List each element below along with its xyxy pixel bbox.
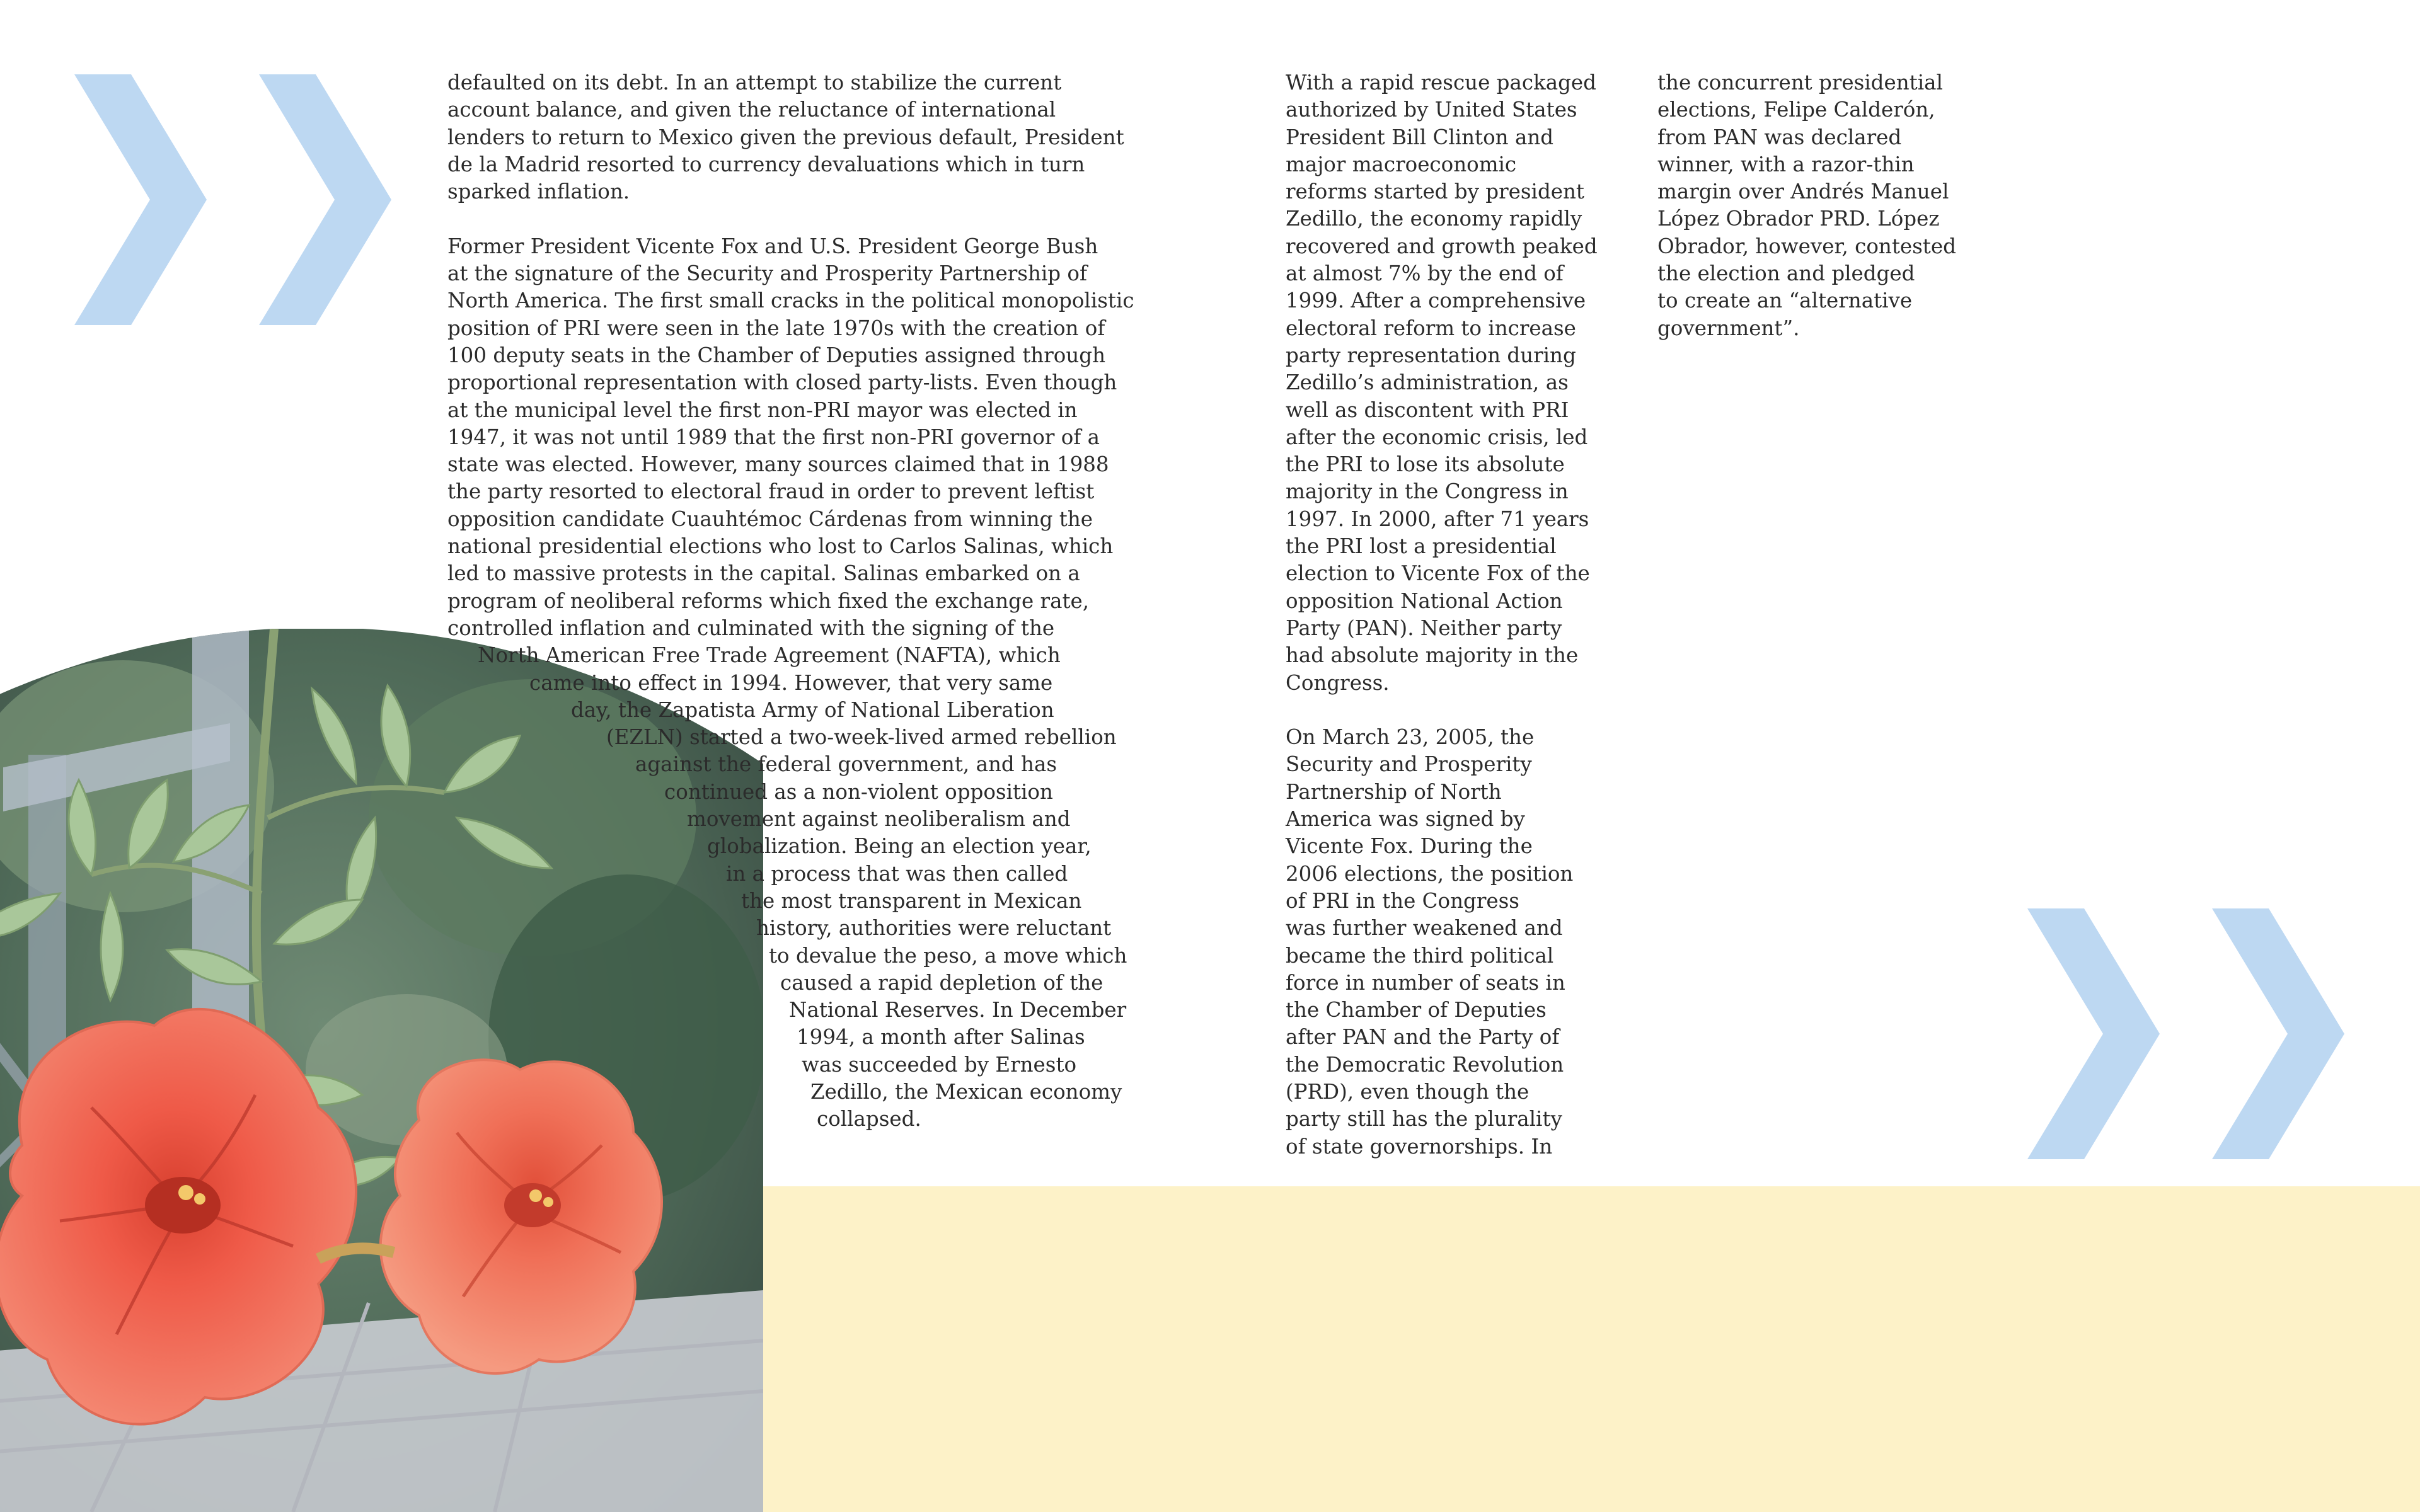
text-line: government”. — [1657, 316, 1800, 340]
text-line: 100 deputy seats in the Chamber of Deputies assigned through — [447, 343, 1105, 367]
text-line: collapsed. — [817, 1107, 921, 1131]
text-line: at the municipal level the first non-PRI mayor was elected in — [447, 398, 1078, 422]
text-line: party representation during — [1286, 343, 1576, 367]
text-line: 1947, it was not until 1989 that the first non-PRI governor of a — [447, 425, 1100, 449]
text-line: had absolute majority in the — [1286, 643, 1579, 668]
text-line: Party (PAN). Neither party — [1286, 616, 1562, 640]
text-line: defaulted on its debt. In an attempt to stabilize the current — [447, 71, 1062, 94]
text-line: was succeeded by Ernesto — [802, 1052, 1077, 1077]
text-line: the election and pledged — [1657, 261, 1915, 286]
text-line: proportional representation with closed party-lists. Even though — [447, 370, 1117, 395]
text-line: 1994, a month after Salinas — [797, 1025, 1085, 1050]
text-line: the party resorted to electoral fraud in order to prevent leftist — [447, 479, 1095, 504]
text-line: Zedillo’s administration, as — [1286, 370, 1569, 395]
text-line: the most transparent in Mexican — [741, 888, 1082, 913]
text-line: National Reserves. In December — [789, 998, 1127, 1022]
text-line: majority in the Congress in — [1286, 479, 1569, 504]
text-line: the PRI lost a presidential — [1286, 534, 1557, 559]
text-line: position of PRI were seen in the late 1970s with the creation of — [447, 316, 1105, 340]
text-line: electoral reform to increase — [1286, 316, 1576, 340]
text-line: Vicente Fox. During the — [1286, 834, 1533, 859]
text-line: force in number of seats in — [1286, 970, 1565, 995]
text-line: at the signature of the Security and Prosperity Partnership of — [447, 261, 1088, 286]
article-column-middle — [1286, 69, 1639, 1160]
text-line: after the economic crisis, led — [1286, 425, 1588, 449]
text-line: became the third political — [1286, 943, 1554, 968]
paragraph — [447, 233, 1153, 1133]
text-line: against the federal government, and has — [635, 752, 1057, 777]
text-line: day, the Zapatista Army of National Liberation — [571, 697, 1054, 722]
text-line: recovered and growth peaked — [1286, 234, 1598, 258]
text-line: lenders to return to Mexico given the previous default, President — [447, 125, 1124, 149]
text-line: national presidential elections who lost to Carlos Salinas, which — [447, 534, 1114, 559]
text-line: authorized by United States — [1286, 98, 1577, 122]
paragraph — [1657, 69, 2010, 342]
double-chevron-right-icon — [74, 74, 393, 325]
text-line: after PAN and the Party of — [1286, 1025, 1560, 1050]
text-line: elections, Felipe Calderón, — [1657, 98, 1935, 122]
text-line: Zedillo, the economy rapidly — [1286, 207, 1582, 231]
text-line: (EZLN) started a two-week-lived armed rebellion — [606, 725, 1117, 750]
article-column-left — [447, 69, 1153, 1133]
text-line: opposition National Action — [1286, 588, 1563, 613]
text-line: sparked inflation. — [447, 180, 630, 204]
text-line: controlled inflation and culminated with the signing of the — [447, 616, 1055, 640]
text-line: de la Madrid resorted to currency devaluations which in turn — [447, 152, 1085, 176]
text-line: in a process that was then called — [726, 861, 1068, 886]
text-line: caused a rapid depletion of the — [780, 970, 1103, 995]
text-line: history, authorities were reluctant — [756, 916, 1112, 941]
text-line: globalization. Being an election year, — [707, 834, 1092, 859]
article-column-right — [1657, 69, 2010, 342]
text-line: With a rapid rescue packaged — [1286, 71, 1596, 94]
text-line: winner, with a razor-thin — [1657, 152, 1915, 176]
text-line: from PAN was declared — [1657, 125, 1902, 149]
text-line: came into effect in 1994. However, that very same — [529, 670, 1053, 695]
text-line: 1999. After a comprehensive — [1286, 289, 1586, 313]
text-line: On March 23, 2005, the — [1286, 725, 1535, 750]
text-line: movement against neoliberalism and — [687, 807, 1071, 832]
text-line: the concurrent presidential — [1657, 71, 1943, 94]
text-line: Security and Prosperity — [1286, 752, 1532, 777]
text-line: state was elected. However, many sources claimed that in 1988 — [447, 452, 1109, 477]
paragraph — [447, 69, 1153, 205]
text-line: the Chamber of Deputies — [1286, 998, 1547, 1022]
text-line: program of neoliberal reforms which fixed the exchange rate, — [447, 588, 1090, 613]
chevron-right-icon — [2027, 908, 2160, 1159]
text-line: Congress. — [1286, 670, 1390, 695]
text-line: North American Free Trade Agreement (NAFTA), which — [478, 643, 1061, 668]
text-line: the PRI to lose its absolute — [1286, 452, 1565, 477]
text-line: Former President Vicente Fox and U.S. President George Bush — [447, 234, 1098, 258]
text-line: of PRI in the Congress — [1286, 888, 1519, 913]
text-line: opposition candidate Cuauhtémoc Cárdenas from winning the — [447, 507, 1093, 531]
text-line: major macroeconomic — [1286, 152, 1517, 176]
text-line: account balance, and given the reluctance of international — [447, 98, 1056, 122]
text-line: North America. The first small cracks in the political monopolistic — [447, 289, 1134, 313]
text-line: to devalue the peso, a move which — [769, 943, 1127, 968]
text-line: of state governorships. In — [1286, 1134, 1553, 1159]
paragraph — [1286, 69, 1639, 697]
paragraph — [1286, 724, 1639, 1160]
text-line: Partnership of North — [1286, 779, 1502, 804]
text-line: Zedillo, the Mexican economy — [810, 1079, 1122, 1104]
text-line: 1997. In 2000, after 71 years — [1286, 507, 1589, 531]
chevron-right-icon — [74, 74, 207, 325]
text-line: López Obrador PRD. López — [1657, 207, 1940, 231]
text-line: President Bill Clinton and — [1286, 125, 1554, 149]
text-line: margin over Andrés Manuel — [1657, 180, 1949, 204]
text-line: America was signed by — [1286, 807, 1525, 832]
chevron-right-icon — [2212, 908, 2344, 1159]
text-line: reforms started by president — [1286, 180, 1584, 204]
text-line: Obrador, however, contested — [1657, 234, 1956, 258]
text-line: 2006 elections, the position — [1286, 861, 1574, 886]
text-line: continued as a non-violent opposition — [664, 779, 1053, 804]
text-line: party still has the plurality — [1286, 1107, 1562, 1131]
text-line: the Democratic Revolution — [1286, 1052, 1564, 1077]
text-line: (PRD), even though the — [1286, 1079, 1530, 1104]
text-line: was further weakened and — [1286, 916, 1563, 941]
text-line: to create an “alternative — [1657, 289, 1913, 313]
text-line: well as discontent with PRI — [1286, 398, 1569, 422]
chevron-right-icon — [259, 74, 391, 325]
double-chevron-right-icon — [2027, 908, 2346, 1159]
text-line: election to Vicente Fox of the — [1286, 561, 1590, 586]
text-line: at almost 7% by the end of — [1286, 261, 1564, 286]
text-line: led to massive protests in the capital. Salinas embarked on a — [447, 561, 1080, 586]
